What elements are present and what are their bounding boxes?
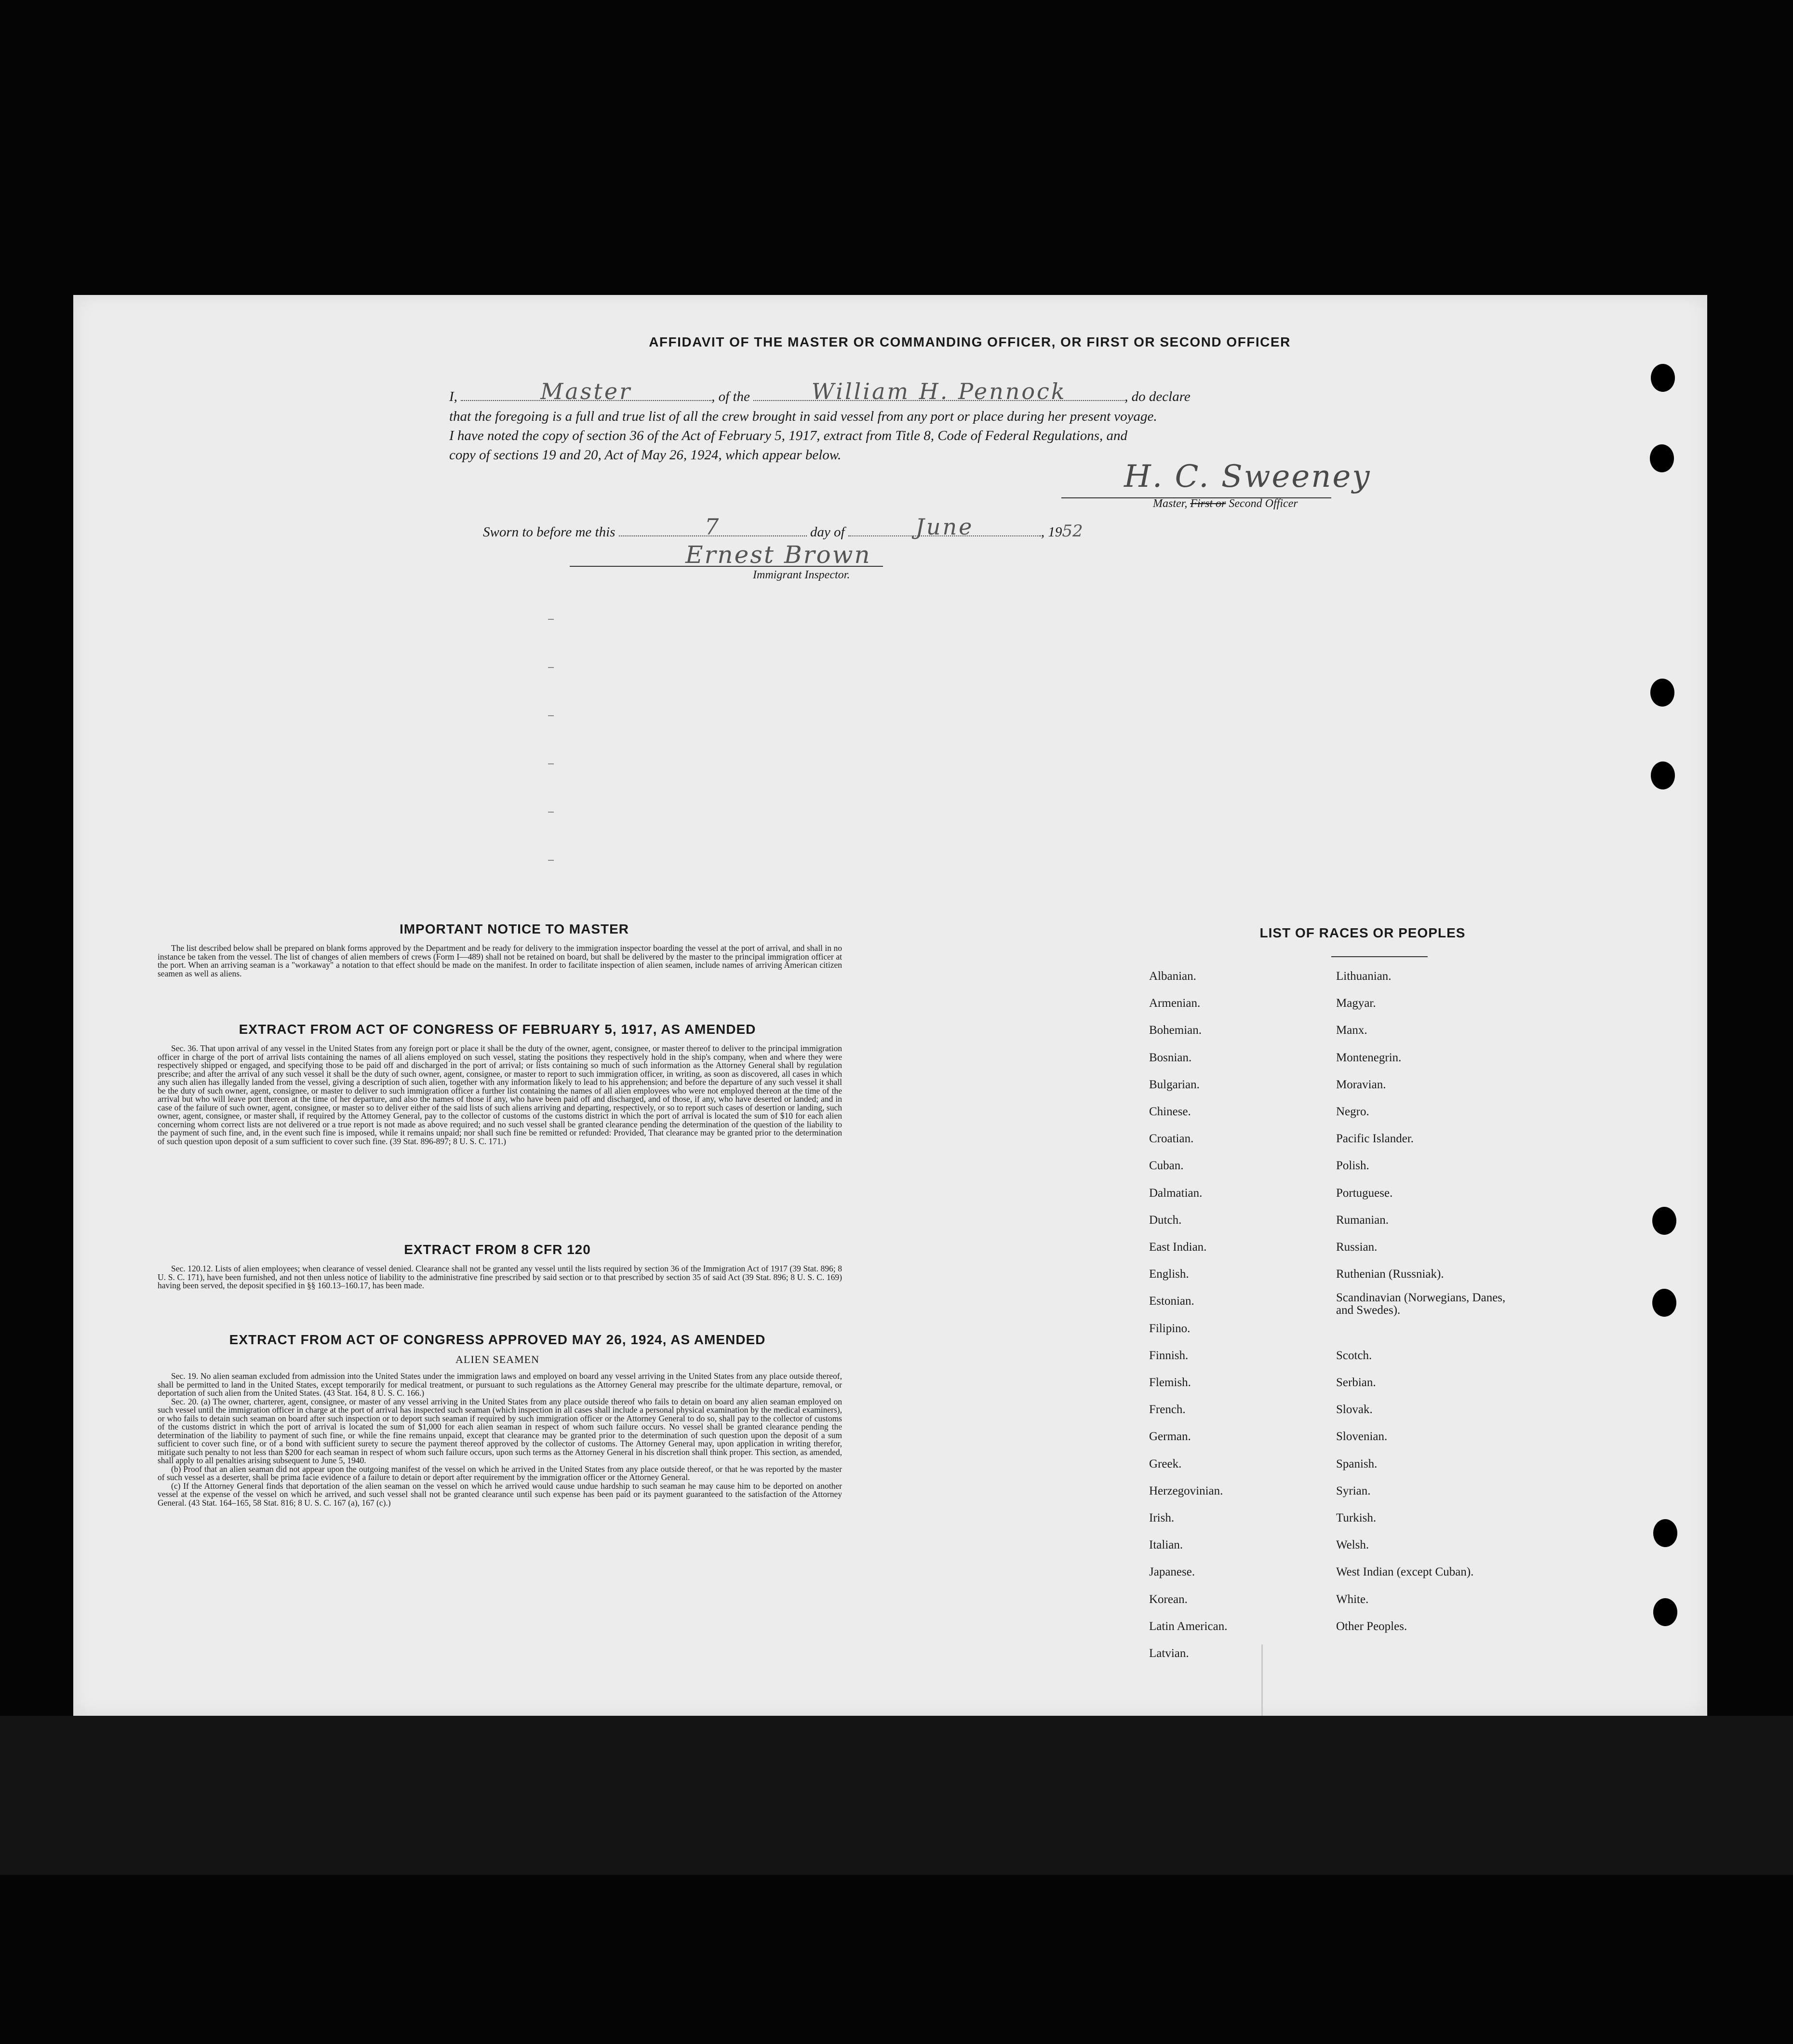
race-item: Slovenian. (1336, 1430, 1388, 1443)
race-item: Lithuanian. (1336, 970, 1392, 983)
race-item: Bosnian. (1149, 1051, 1192, 1064)
race-item: English. (1149, 1268, 1189, 1281)
race-item: Dalmatian. (1149, 1186, 1203, 1200)
rank-field (461, 378, 711, 404)
declaration-line-3: I have noted the copy of section 36 of the Act of February 5, 1917, extract from Title 8, Code of Federal Regulations, and (449, 428, 1128, 443)
sworn-day-field (619, 514, 807, 540)
vessel-field (753, 378, 1124, 404)
section-19: Sec. 19. No alien seaman excluded from admission into the United States under the immigration laws and employed on board any vessel arriving in the United States from any place outside thereof, shall be permitted to land in the United States, except temporarily for medical treatment, or pursuant to such regulations as the Attorney General may prescribe for the ultimate departure, removal, or deportation of such alien from the United States. (43 Stat. 164, 8 U. S. C. 166.) (158, 1371, 842, 1398)
signer-title-master: Master, (1153, 497, 1188, 510)
race-item: Cuban. (1149, 1159, 1184, 1173)
affidavit-title: AFFIDAVIT OF THE MASTER OR COMMANDING OFFICER, OR FIRST OR SECOND OFFICER (649, 334, 1291, 349)
extract-1917-title: EXTRACT FROM ACT OF CONGRESS OF FEBRUARY 5, 1917, AS AMENDED (239, 1022, 756, 1037)
race-item: Welsh. (1336, 1538, 1369, 1552)
notice-body: The list described below shall be prepared on blank forms approved by the Department and be ready for delivery to the immigration inspector boarding the vessel at the port of arrival, and shall in no instance be taken from the vessel. The list of changes of alien members of crews (Form I—489) shall not be retained on board, but shall be delivered by the master to the principal immigration officer at the port. When an arriving seaman is a "workaway" a notation to that effect should be made on the manifest. In order to facilitate inspection of alien seamen, include names of arriving American citizen seamen as well as aliens. (158, 943, 842, 978)
declaration-i: I, (449, 389, 457, 404)
races-title: LIST OF RACES OR PEOPLES (1259, 925, 1466, 940)
race-item: White. (1336, 1592, 1369, 1606)
race-item: Armenian. (1149, 997, 1201, 1010)
race-item: Scotch. (1336, 1349, 1372, 1362)
section-20c: (c) If the Attorney General finds that deportation of the alien seaman on the vessel on which he arrived would cause undue hardship to such seaman he may cause him to be deported on another vessel at the expense of the vessel on which he arrived, and such vessel shall not be granted clearance until such expense has been paid or its payment guaranteed to the satisfaction of the Attorney General. (43 Stat. 164–165, 58 Stat. 816; 8 U. S. C. 167 (a), 167 (c).) (158, 1481, 842, 1508)
margin-dash (548, 667, 554, 668)
declare-text: , do declare (1124, 389, 1191, 404)
page-fold-line (1261, 1644, 1263, 1716)
race-item: Bulgarian. (1149, 1078, 1200, 1091)
race-item: Pacific Islander. (1336, 1132, 1414, 1146)
binder-hole (1652, 1207, 1676, 1235)
binder-hole (1650, 444, 1674, 472)
extract-cfr-title: EXTRACT FROM 8 CFR 120 (404, 1242, 591, 1257)
binder-hole (1653, 1598, 1677, 1626)
race-item: Japanese. (1149, 1565, 1195, 1579)
race-item: Polish. (1336, 1159, 1369, 1173)
race-item: Greek. (1149, 1457, 1182, 1470)
race-item: Spanish. (1336, 1457, 1378, 1470)
scanner-background-band (0, 1716, 1793, 1875)
margin-dash (548, 763, 554, 764)
race-item: Negro. (1336, 1105, 1369, 1118)
race-item: Scandinavian (Norwegians, Danes, and Swedes). (1336, 1291, 1506, 1317)
race-item: Albanian. (1149, 970, 1196, 983)
race-item: East Indian. (1149, 1241, 1207, 1254)
sworn-line (483, 514, 1495, 542)
inspector-title: Immigrant Inspector. (753, 569, 850, 581)
margin-dash (548, 619, 554, 620)
sworn-year-prefix: , 19 (1041, 524, 1062, 540)
race-item: Filipino. (1149, 1322, 1191, 1335)
section-20b: (b) Proof that an alien seaman did not appear upon the outgoing manifest of the vessel on which he arrived in the United States from any place outside thereof, or that he was reported by the master of such vessel as a deserter, shall be prima facie evidence of a failure to detain or deport after requirement by the immigration officer or the Attorney General. (158, 1464, 842, 1482)
extract-1924-body (158, 1372, 842, 1507)
race-item: Syrian. (1336, 1484, 1371, 1497)
extract-1917-body: Sec. 36. That upon arrival of any vessel in the United States from any foreign port or place it shall be the duty of the owner, agent, consignee, or master thereof to deliver to the principal immigration officer in charge of the port of arrival lists containing the names of all aliens employed on such vessel, stating the positions they respectively hold in the ship's company, when and where they were respectively shipped or engaged, and specifying those to be paid off and discharged in the port of arrival; or lists containing so much of such information as the Attorney General shall by regulation prescribe; and after the arrival of any such vessel it shall be the duty of such owner, agent, consignee, or master to report to such immigration officer, in writing, as soon as discovered, all cases in which any such alien has illegally landed from the vessel, giving a description of such alien, together with any information likely to lead to his apprehension; and before the departure of any such vessel it shall be the duty of such owner, agent, consignee, or master to deliver to such immigration officer a further list containing the names of all alien employees who were not employed thereon at the time of the arrival but who will leave port thereon at the time of her departure, and also the names of those if any, who have been paid off and discharged, and of those, if any, who have deserted or landed; and in case of the failure of such owner, agent, consignee, or master so to deliver either of the said lists of such aliens arriving and departing, respectively, or so to report such cases of desertion or landing, such owner, agent, consignee, or master shall, if required by the Attorney General, pay to the collector of customs of the customs district in which the port of arrival is located the sum of $10 for each alien concerning whom correct lists are not delivered or a true report is not made as above required; and no such vessel shall be granted clearance pending the determination of the question of the liability to the payment of such fine, and, in the event such fine is imposed, while it remains unpaid; nor shall such fine be remitted or refunded: Provided, That clearance may be granted prior to the determination of such question upon deposit of a sum sufficient to cover such fine. (39 Stat. 896-897; 8 U. S. C. 171.) (158, 1043, 842, 1146)
race-item: Dutch. (1149, 1213, 1182, 1227)
notice-title: IMPORTANT NOTICE TO MASTER (399, 922, 629, 936)
margin-dash (548, 812, 554, 813)
master-signature: H. C. Sweeney (1124, 459, 1371, 494)
race-item: Latvian. (1149, 1647, 1189, 1660)
race-item: Latin American. (1149, 1619, 1228, 1633)
binder-hole (1653, 1519, 1677, 1547)
margin-dash (548, 715, 554, 716)
race-item: Montenegrin. (1336, 1051, 1402, 1064)
race-item: Flemish. (1149, 1376, 1191, 1389)
extract-cfr-body: Sec. 120.12. Lists of alien employees; when clearance of vessel denied. Clearance shall not be granted any vessel until the lists required by section 36 of the Immigration Act of 1917 (39 Stat. 896; 8 U. S. C. 171), have been furnished, and not then unless notice of liability to the administrative fine prescribed by said section or to that prescribed by section 35 of said Act (39 Stat. 896; 8 U. S. C. 169) having been served, the deposit specified in §§ 160.13–160.17, has been made. (158, 1264, 842, 1290)
document-page (73, 295, 1707, 1716)
extract-1924-subtitle: ALIEN SEAMEN (455, 1353, 539, 1365)
race-item: Chinese. (1149, 1105, 1191, 1118)
race-item: Estonian. (1149, 1295, 1194, 1308)
signer-title (1153, 497, 1298, 510)
margin-dash (548, 860, 554, 861)
declaration-line-2: that the foregoing is a full and true list of all the crew brought in said vessel from any port or place during her present voyage. (449, 409, 1157, 424)
signer-title-struck: First or (1190, 497, 1226, 510)
race-item: Turkish. (1336, 1511, 1377, 1524)
race-item: French. (1149, 1403, 1186, 1416)
binder-hole (1652, 1289, 1676, 1317)
race-item: Other Peoples. (1336, 1619, 1407, 1633)
race-item: Manx. (1336, 1024, 1367, 1037)
extract-1924-title: EXTRACT FROM ACT OF CONGRESS APPROVED MAY 26, 1924, AS AMENDED (229, 1332, 766, 1347)
race-item: Finnish. (1149, 1349, 1189, 1362)
race-item: Russian. (1336, 1241, 1378, 1254)
race-item: Rumanian. (1336, 1213, 1389, 1227)
races-title-rule (1331, 956, 1428, 957)
race-item: Irish. (1149, 1511, 1175, 1524)
race-item: Portuguese. (1336, 1186, 1393, 1200)
race-item: Serbian. (1336, 1376, 1376, 1389)
binder-hole (1650, 679, 1674, 707)
vessel-handwriting: William H. Pennock (811, 378, 1067, 404)
sworn-month-handwriting: June (915, 514, 974, 540)
sworn-day-handwriting: 7 (705, 514, 721, 540)
race-item: Bohemian. (1149, 1024, 1202, 1037)
race-item: Korean. (1149, 1592, 1188, 1606)
declaration-line-4: copy of sections 19 and 20, Act of May 26, 1924, which appear below. (449, 447, 842, 463)
race-item: Italian. (1149, 1538, 1183, 1552)
race-item: Magyar. (1336, 997, 1376, 1010)
sworn-year-handwriting: 52 (1062, 521, 1083, 541)
of-the-text: , of the (711, 389, 750, 404)
sworn-day-of: day of (810, 524, 845, 540)
signer-title-second: Second Officer (1229, 497, 1298, 510)
sworn-month-field (848, 514, 1041, 540)
section-20a: Sec. 20. (a) The owner, charterer, agent, consignee, or master of any vessel arriving in the United States from any place outside thereof who fails to detain on board any alien seaman employed on such vessel until the immigration officer in charge at the port of arrival has inspected such seaman (which inspection in all cases shall include a personal physical examination by the medical examiners), or who fails to detain such seaman on board after such inspection or to deport such seaman if required by such immigration officer or the Attorney General to do so, shall pay to the collector of customs of the customs district in which the port of arrival is located the sum of $1,000 for each alien seaman in respect of whom such failure occurs. No vessel shall be granted clearance pending the determination of the liability to payment of such fine, or while the fine remains unpaid, except that clearance may be granted prior to the determination of such question upon the deposit of a sum sufficient to cover such fine, or of a bond with sufficient surety to secure the payment thereof approved by the collector of customs. The Attorney General may, upon application in writing therefor, mitigate such penalty to not less than $200 for each seaman in respect of whom such failure occurs, upon such terms as the Attorney General in his discretion shall think proper. This section, as amended, shall apply to all penalties arising subsequent to June 5, 1940. (158, 1396, 842, 1465)
rank-handwriting: Master (540, 378, 632, 404)
inspector-signature: Ernest Brown (685, 541, 871, 569)
binder-hole (1651, 761, 1675, 789)
race-item: Croatian. (1149, 1132, 1194, 1146)
race-item: German. (1149, 1430, 1191, 1443)
race-item: West Indian (except Cuban). (1336, 1565, 1474, 1579)
race-item: Slovak. (1336, 1403, 1373, 1416)
race-item: Ruthenian (Russniak). (1336, 1268, 1444, 1281)
sworn-prefix: Sworn to before me this (483, 524, 616, 540)
race-item: Herzegovinian. (1149, 1484, 1223, 1497)
race-item: Moravian. (1336, 1078, 1386, 1091)
declaration-line-1 (449, 378, 1461, 406)
binder-hole (1651, 364, 1675, 392)
